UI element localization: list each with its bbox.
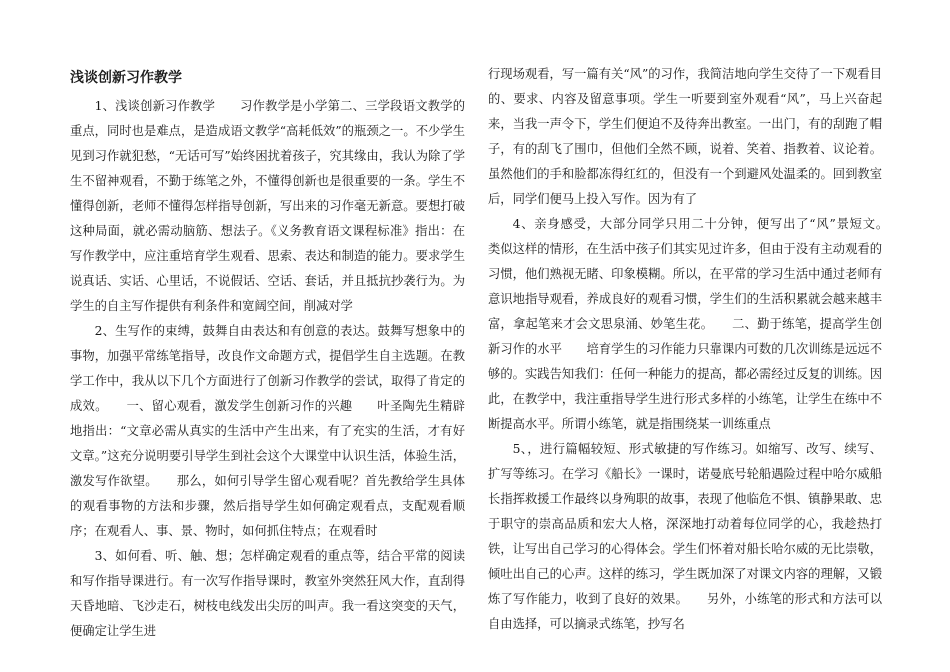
paragraph-5: 5、，进行篇幅较短、形式敏捷的写作练习。如缩写、改写、续写、扩写等练习。在学习《船长》一课时，诺曼底号轮船遇险过程中哈尔威船长指挥救援工作最终以身殉职的故事，表现了他临危不惧、镇静果敢、忠于职守的崇高品质和宏大人格，深深地打动着每位同学的心，我趁热打铁，让写出自己学习的心得体会。学生们怀着对船长哈尔威的无比崇敬，倾吐出自己的心声。这样的练习，学生既加深了对课文内容的理解，又锻炼了写作能力，收到了良好的效果。 另外，小练笔的形式和方法可以自由选择，可以摘录式练笔，抄写名 (488, 442, 882, 631)
right-column (488, 62, 907, 637)
paragraph-1: 1、浅谈创新习作教学 习作教学是小学第二、三学段语文教学的重点，同时也是难点，是造成语文教学“高耗低效”的瓶颈之一。不少学生见到习作就犯愁，“无话可写”始终困扰着孩子，究其缘由，我认为除了学生不留神观看，不勤于练笔之外，不懂得创新也是很重要的一条。学生不懂得创新，老师不懂得怎样指导创新，写出来的习作毫无新意。要想打破这种局面，就必需动脑筋、想法子。《义务教育语文课程标准》指出：在写作教学中，应注重培育学生观看、思索、表达和制造的能力。要求学生说真话、实话、心里话，不说假话、空话、套话，并且抵抗抄袭行为。为学生的自主写作提供有利条件和宽阔空间，削减对学 (70, 99, 465, 313)
document-title: 浅谈创新习作教学 (70, 70, 182, 86)
paragraph-3: 3、如何看、听、触、想；怎样确定观看的重点等，结合平常的阅读和写作指导课进行。有一次写作指导课时，教室外突然狂风大作，直刮得天昏地暗、飞沙走石，树枝电线发出尖厉的叫声。我一看这突变的天气，便确定让学生进 (70, 549, 465, 638)
left-column (70, 62, 465, 644)
paragraph-3-continued: 行现场观看，写一篇有关“风”的习作，我简洁地向学生交待了一下观看目的、要求、内容及留意事项。学生一听要到室外观看“风”，马上兴奋起来，当我一声令下，学生们便迫不及待奔出教室。一出门，有的刮跑了帽子，有的刮飞了围巾，但他们全然不顾，说着、笑着、指教着、议论着。虽然他们的手和脸都冻得红红的，但没有一个到避风处温柔的。回到教室后，同学们便马上投入写作。因为有了 (488, 67, 882, 206)
paragraph-4: 4、亲身感受，大部分同学只用二十分钟，便写出了“风”景短文。 类似这样的情形，在生活中孩子们其实见过许多，但由于没有主动观看的习惯，他们熟视无睹、印象模糊。所以，在平常的学习生活中通过老师有意识地指导观看，养成良好的观看习惯，学生们的生活积累就会越来越丰富，拿起笔来才会文思泉涌、妙笔生花。 二、勤于练笔，提高学生创新习作的水平 培育学生的习作能力只靠课内可数的几次训练是远远不够的。实践告知我们：任何一种能力的提高，都必需经过反复的训练。因此，在教学中，我注重指导学生进行形式多样的小练笔，让学生在练中不断提高水平。所谓小练笔，就是指围绕某一训练重点 (488, 217, 907, 431)
paragraph-2: 2、生写作的束缚，鼓舞自由表达和有创意的表达。鼓舞写想象中的事物，加强平常练笔指导，改良作文命题方式，提倡学生自主选题。在教学工作中，我从以下几个方面进行了创新习作教学的尝试，取得了肯定的成效。 一、留心观看，激发学生创新习作的兴趣 叶圣陶先生精辟地指出：“文章必需从真实的生活中产生出来，有了充实的生活，才有好文章。”这充分说明要引导学生到社会这个大课堂中认识生活，体验生活，激发写作欲望。 那么，如何引导学生留心观看呢？首先教给学生具体的观看事物的方法和步骤，然后指导学生如何确定观看点，支配观看顺序；在观看人、事、景、物时，如何抓住特点；在观看时 (70, 324, 465, 538)
